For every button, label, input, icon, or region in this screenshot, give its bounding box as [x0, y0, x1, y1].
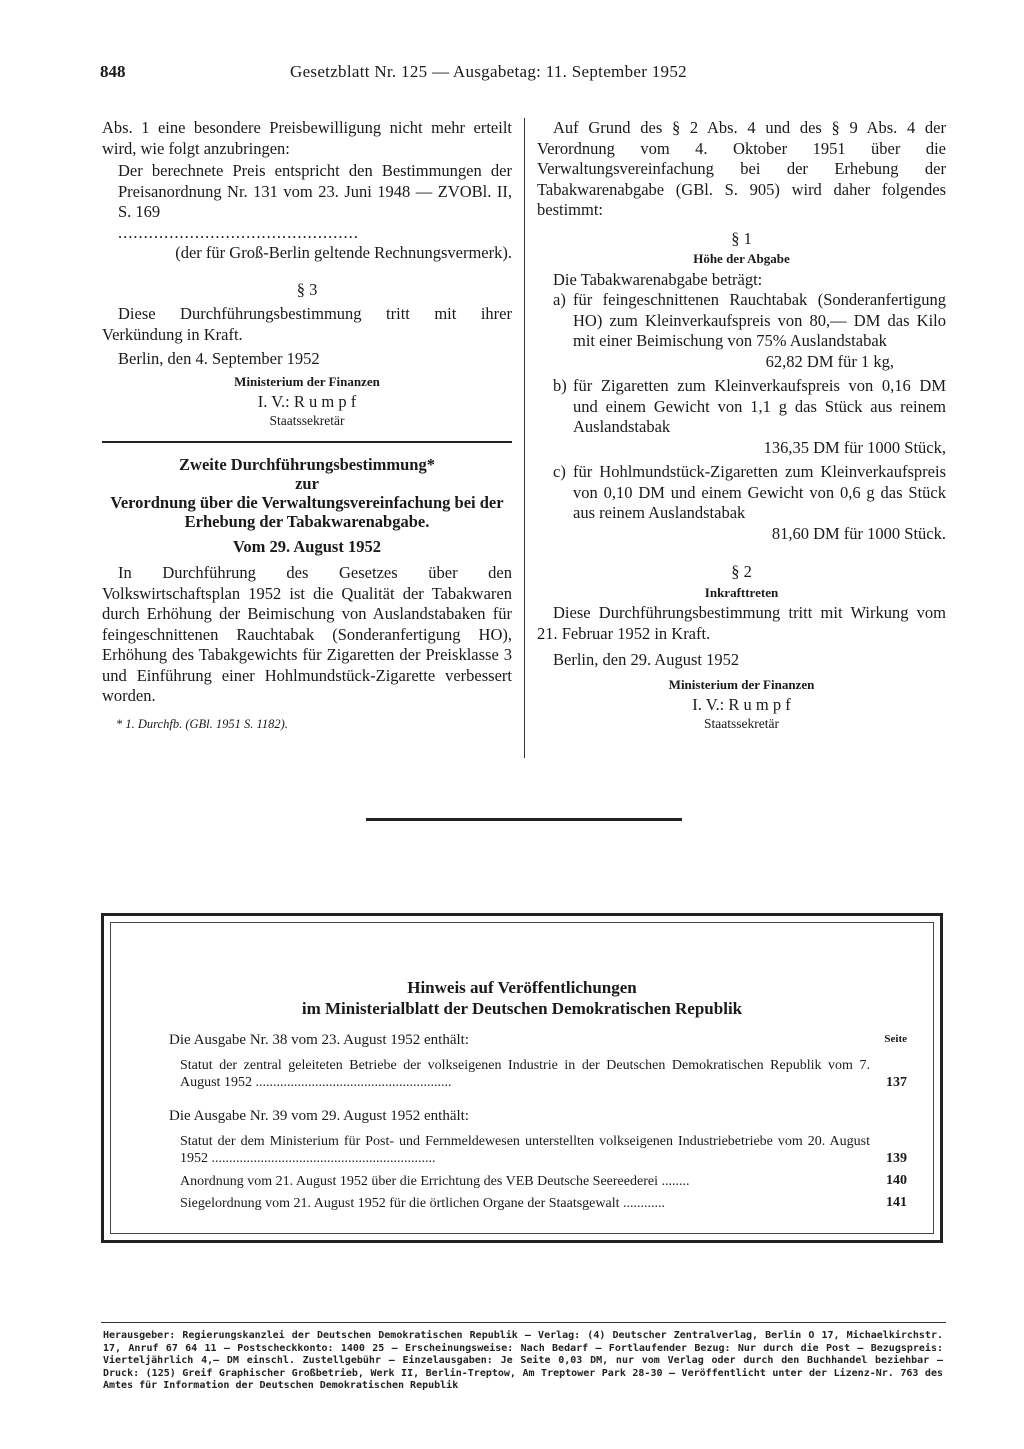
- publication-page: 137: [886, 1075, 907, 1090]
- intro-paragraph: Abs. 1 eine besondere Preisbewilligung nicht mehr erteilt wird, wie folgt anzubringen:: [102, 118, 512, 158]
- invoice-note-text: Der berechnete Preis entspricht den Bestimmungen der Preisanordnung Nr. 131 vom 23. Juni 1948 — ZVOBl. II, S. 169: [118, 161, 512, 221]
- notice-title-line-1: Hinweis auf Veröffentlichungen: [407, 978, 637, 997]
- publication-notice-box: [101, 913, 943, 1243]
- column-divider: [524, 118, 525, 758]
- dotted-line: ...............................................: [118, 222, 359, 242]
- page-column-header: Seite: [884, 1033, 907, 1045]
- section-1-number: § 1: [731, 228, 752, 248]
- ministry-name: Ministerium der Finanzen: [234, 373, 380, 389]
- section-text: Diese Durchführungsbestimmung tritt mit ihrer Verkündung in Kraft.: [102, 304, 512, 344]
- list-item: [553, 462, 946, 524]
- running-title: Gesetzblatt Nr. 125 — Ausgabetag: 11. September 1952: [290, 62, 687, 81]
- section-number: § 3: [296, 279, 318, 299]
- page-divider: [366, 818, 682, 821]
- item-amount: 136,35 DM für 1000 Stück,: [763, 437, 946, 457]
- regulation-body: In Durchführung des Gesetzes über den Volkswirtschaftsplan 1952 ist die Qualität der Tabakwaren durch Erhöhung der Beimischung von Auslandstabaken für feingeschnittenen Rauchtabak (Sonderanfertigung HO), Erhöhung des Tabakgewichts für Zigaretten der Preisklasse 3 und Einführung einer Hohlmundstück-Zigarette verbessert worden.: [102, 563, 512, 705]
- publication-entry: Anordnung vom 21. August 1952 über die Errichtung des VEB Deutsche Seereederei ........: [180, 1174, 690, 1189]
- page-header: [100, 62, 768, 88]
- notice-inner-frame: [110, 922, 934, 1234]
- publication-page: 141: [886, 1195, 907, 1210]
- footnote: * 1. Durchfb. (GBl. 1951 S. 1182).: [116, 716, 288, 731]
- issue-39-heading: Die Ausgabe Nr. 39 vom 29. August 1952 enthält:: [169, 1108, 469, 1124]
- notice-title-line-2: im Ministerialblatt der Deutschen Demokratischen Republik: [301, 999, 743, 1018]
- publication-entry: Siegelordnung vom 21. August 1952 für die örtlichen Organe der Staatsgewalt ............: [180, 1196, 665, 1211]
- item-text: für Zigaretten zum Kleinverkaufspreis von 0,16 DM und einem Gewicht von 1,1 g das Stück aus reinem Auslandstabak: [573, 376, 946, 436]
- right-column: [537, 118, 946, 732]
- legal-basis-paragraph: Auf Grund des § 2 Abs. 4 und des § 9 Abs. 4 der Verordnung vom 4. Oktober 1951 über die Verwaltungsvereinfachung bei der Erhebung der Tabakwarenabgabe (GBl. S. 905) wird daher folgendes bestimmt:: [537, 118, 946, 219]
- signer-title: Staatssekretär: [704, 715, 779, 731]
- item-label: a): [553, 290, 566, 309]
- signer: I. V.: R u m p f: [692, 695, 791, 714]
- left-column: [102, 118, 512, 732]
- publication-entry: Statut der zentral geleiteten Betriebe der volkseigenen Industrie in der Deutschen Demokratischen Republik vom 7. August 1952 ........................................................: [180, 1058, 870, 1090]
- item-label: b): [553, 376, 567, 395]
- publisher-imprint: Herausgeber: Regierungskanzlei der Deutschen Demokratischen Republik — Verlag: (4) Deutscher Zentralverlag, Berlin O 17, Michaelkirchstr. 17, Anruf 67 64 11 — Postscheckkonto: 1400 25 — Erscheinungsweise: Nach Bedarf — Fortlaufender Bezug: Nur durch die Post — Bezugspreis: Vierteljährlich 4,— DM einschl. Zustellgebühr — Einzelausgaben: Je Seite 0,03 DM, nur vom Verlag oder durch den Buchhandel beziehbar — Druck: (125) Greif Graphischer Großbetrieb, Werk II, Berlin-Treptow, Am Treptower Park 28-30 — Veröffentlicht unter der Lizenz-Nr. 763 des Amtes für Information der Deutschen Demokratischen Republik: [103, 1330, 943, 1391]
- section-1-heading: Höhe der Abgabe: [693, 251, 790, 266]
- signer-title: Staatssekretär: [269, 412, 345, 428]
- imprint-rule: [101, 1322, 946, 1323]
- item-amount: 81,60 DM für 1000 Stück.: [771, 523, 946, 543]
- publication-entry: Statut der dem Ministerium für Post- und Fernmeldewesen unterstellten volkseigenen Industriebetriebe vom 20. August 1952 ................................................................: [180, 1134, 870, 1166]
- item-amount: 62,82 DM für 1 kg,: [765, 351, 894, 371]
- list-item: [553, 376, 946, 438]
- regulation-title-line-1: Zweite Durchführungsbestimmung*: [179, 454, 435, 474]
- regulation-title-line-2: zur: [295, 473, 319, 493]
- section-divider: [102, 441, 512, 443]
- ministry-name: Ministerium der Finanzen: [668, 676, 815, 692]
- notice-title: [111, 977, 933, 1019]
- issue-38-heading: Die Ausgabe Nr. 38 vom 23. August 1952 enthält:: [169, 1032, 469, 1048]
- publication-page: 140: [886, 1173, 907, 1188]
- item-text: für Hohlmundstück-Zigaretten zum Kleinverkaufspreis von 0,10 DM und einem Gewicht von 0,6 g das Stück aus reinem Auslandstabak: [573, 462, 946, 522]
- item-text: für feingeschnittenen Rauchtabak (Sonderanfertigung HO) zum Kleinverkaufspreis von 80,— DM das Kilo mit einer Beimischung von 75% Auslandstabak: [573, 290, 946, 350]
- invoice-note-remark: (der für Groß-Berlin geltende Rechnungsvermerk).: [175, 243, 512, 262]
- section-2-text: Diese Durchführungsbestimmung tritt mit Wirkung vom 21. Februar 1952 in Kraft.: [537, 603, 946, 643]
- publication-page: 139: [886, 1151, 907, 1166]
- place-date: Berlin, den 4. September 1952: [118, 349, 320, 368]
- list-item: [553, 290, 946, 352]
- item-label: c): [553, 462, 566, 481]
- regulation-title-line-3: Verordnung über die Verwaltungsvereinfachung bei der Erhebung der Tabakwarenabgabe.: [110, 492, 504, 531]
- place-date: Berlin, den 29. August 1952: [553, 650, 740, 669]
- section-1-lead: Die Tabakwarenabgabe beträgt:: [553, 269, 763, 289]
- page-number: 848: [100, 62, 126, 81]
- signer: I. V.: R u m p f: [257, 392, 357, 411]
- regulation-date: Vom 29. August 1952: [233, 536, 381, 556]
- section-2-heading: Inkrafttreten: [704, 584, 779, 600]
- section-2-number: § 2: [731, 562, 752, 581]
